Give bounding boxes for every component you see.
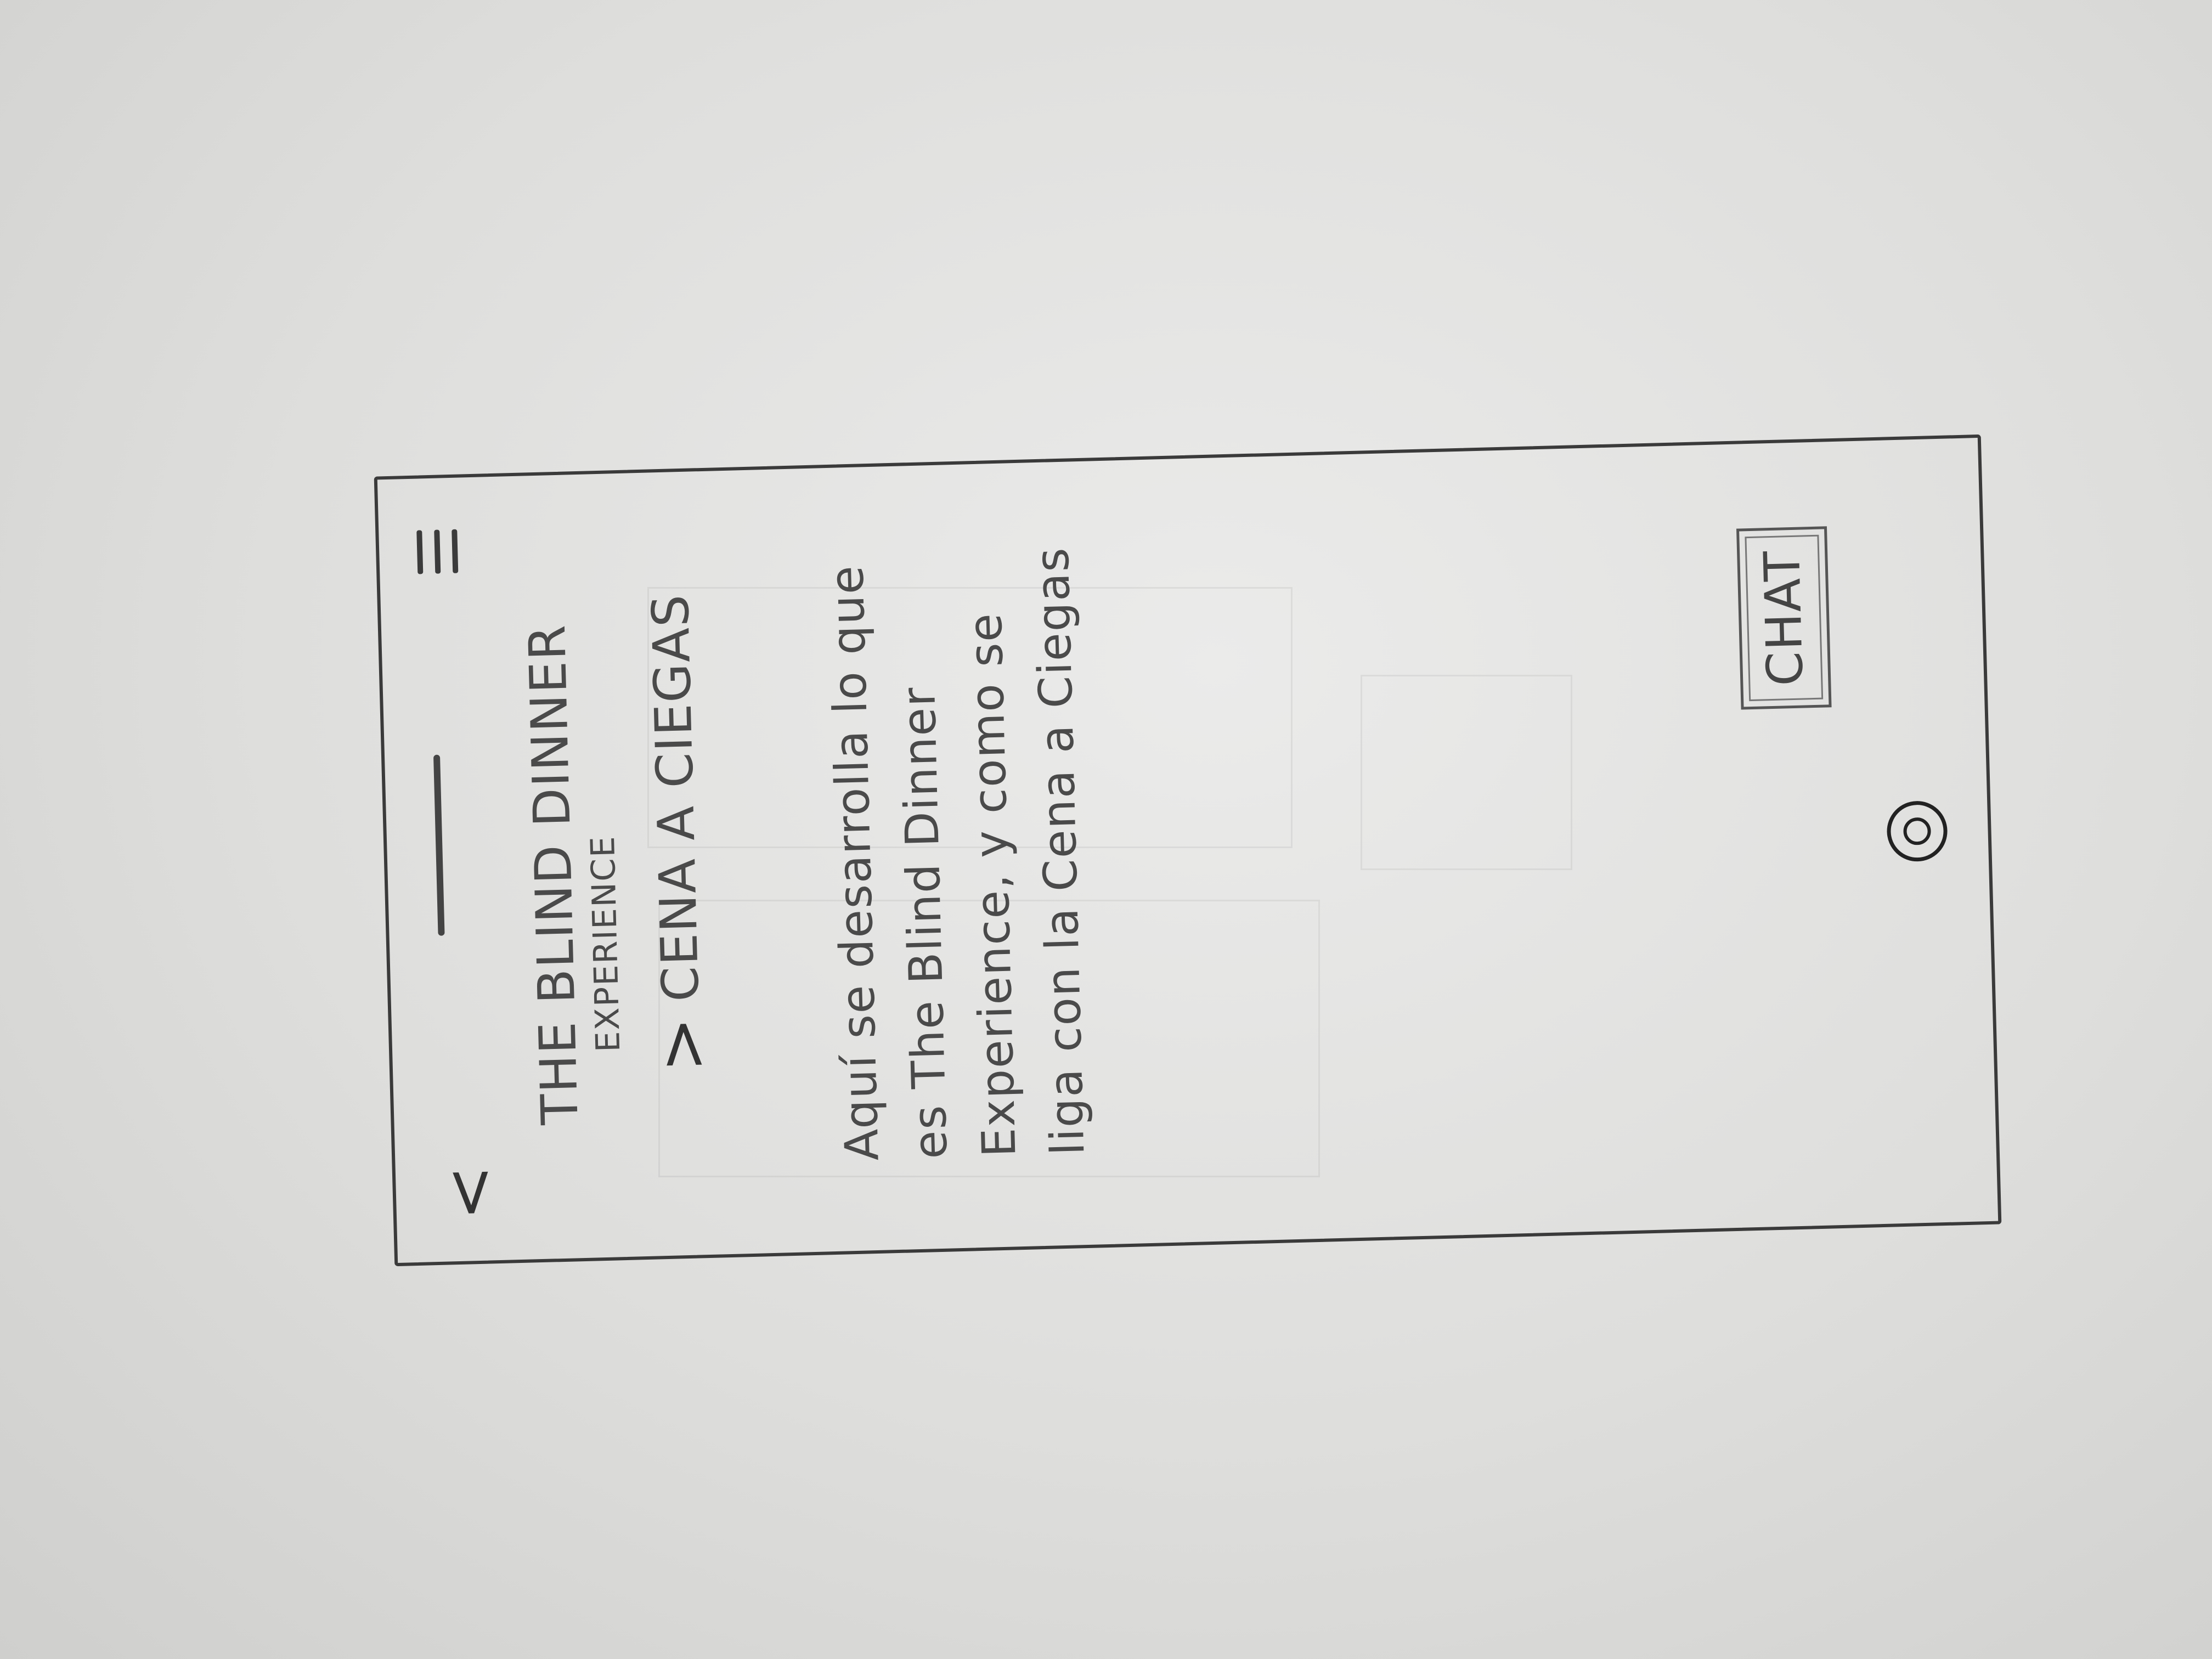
- chevron-left-icon[interactable]: <: [430, 1164, 509, 1222]
- speaker-slot: [433, 755, 445, 936]
- mobile-screen: [388, 446, 1988, 1255]
- breadcrumb[interactable]: [632, 592, 721, 1073]
- home-button-icon[interactable]: [1886, 800, 1948, 862]
- breadcrumb-label: CENA A CIEGAS: [641, 592, 710, 1003]
- description-text: Aquí se desarrolla lo que es The Blind Dinner Experience, y como se liga con la Cena a Ciegas: [820, 546, 1095, 1162]
- page-title: THE BLIND DINNER: [517, 623, 590, 1126]
- chevron-right-icon: >: [643, 1014, 721, 1074]
- phone-frame: [374, 435, 2002, 1266]
- hamburger-menu-icon[interactable]: [416, 529, 478, 574]
- chat-button[interactable]: CHAT: [1736, 526, 1832, 709]
- page-subtitle: EXPERIENCE: [583, 834, 628, 1053]
